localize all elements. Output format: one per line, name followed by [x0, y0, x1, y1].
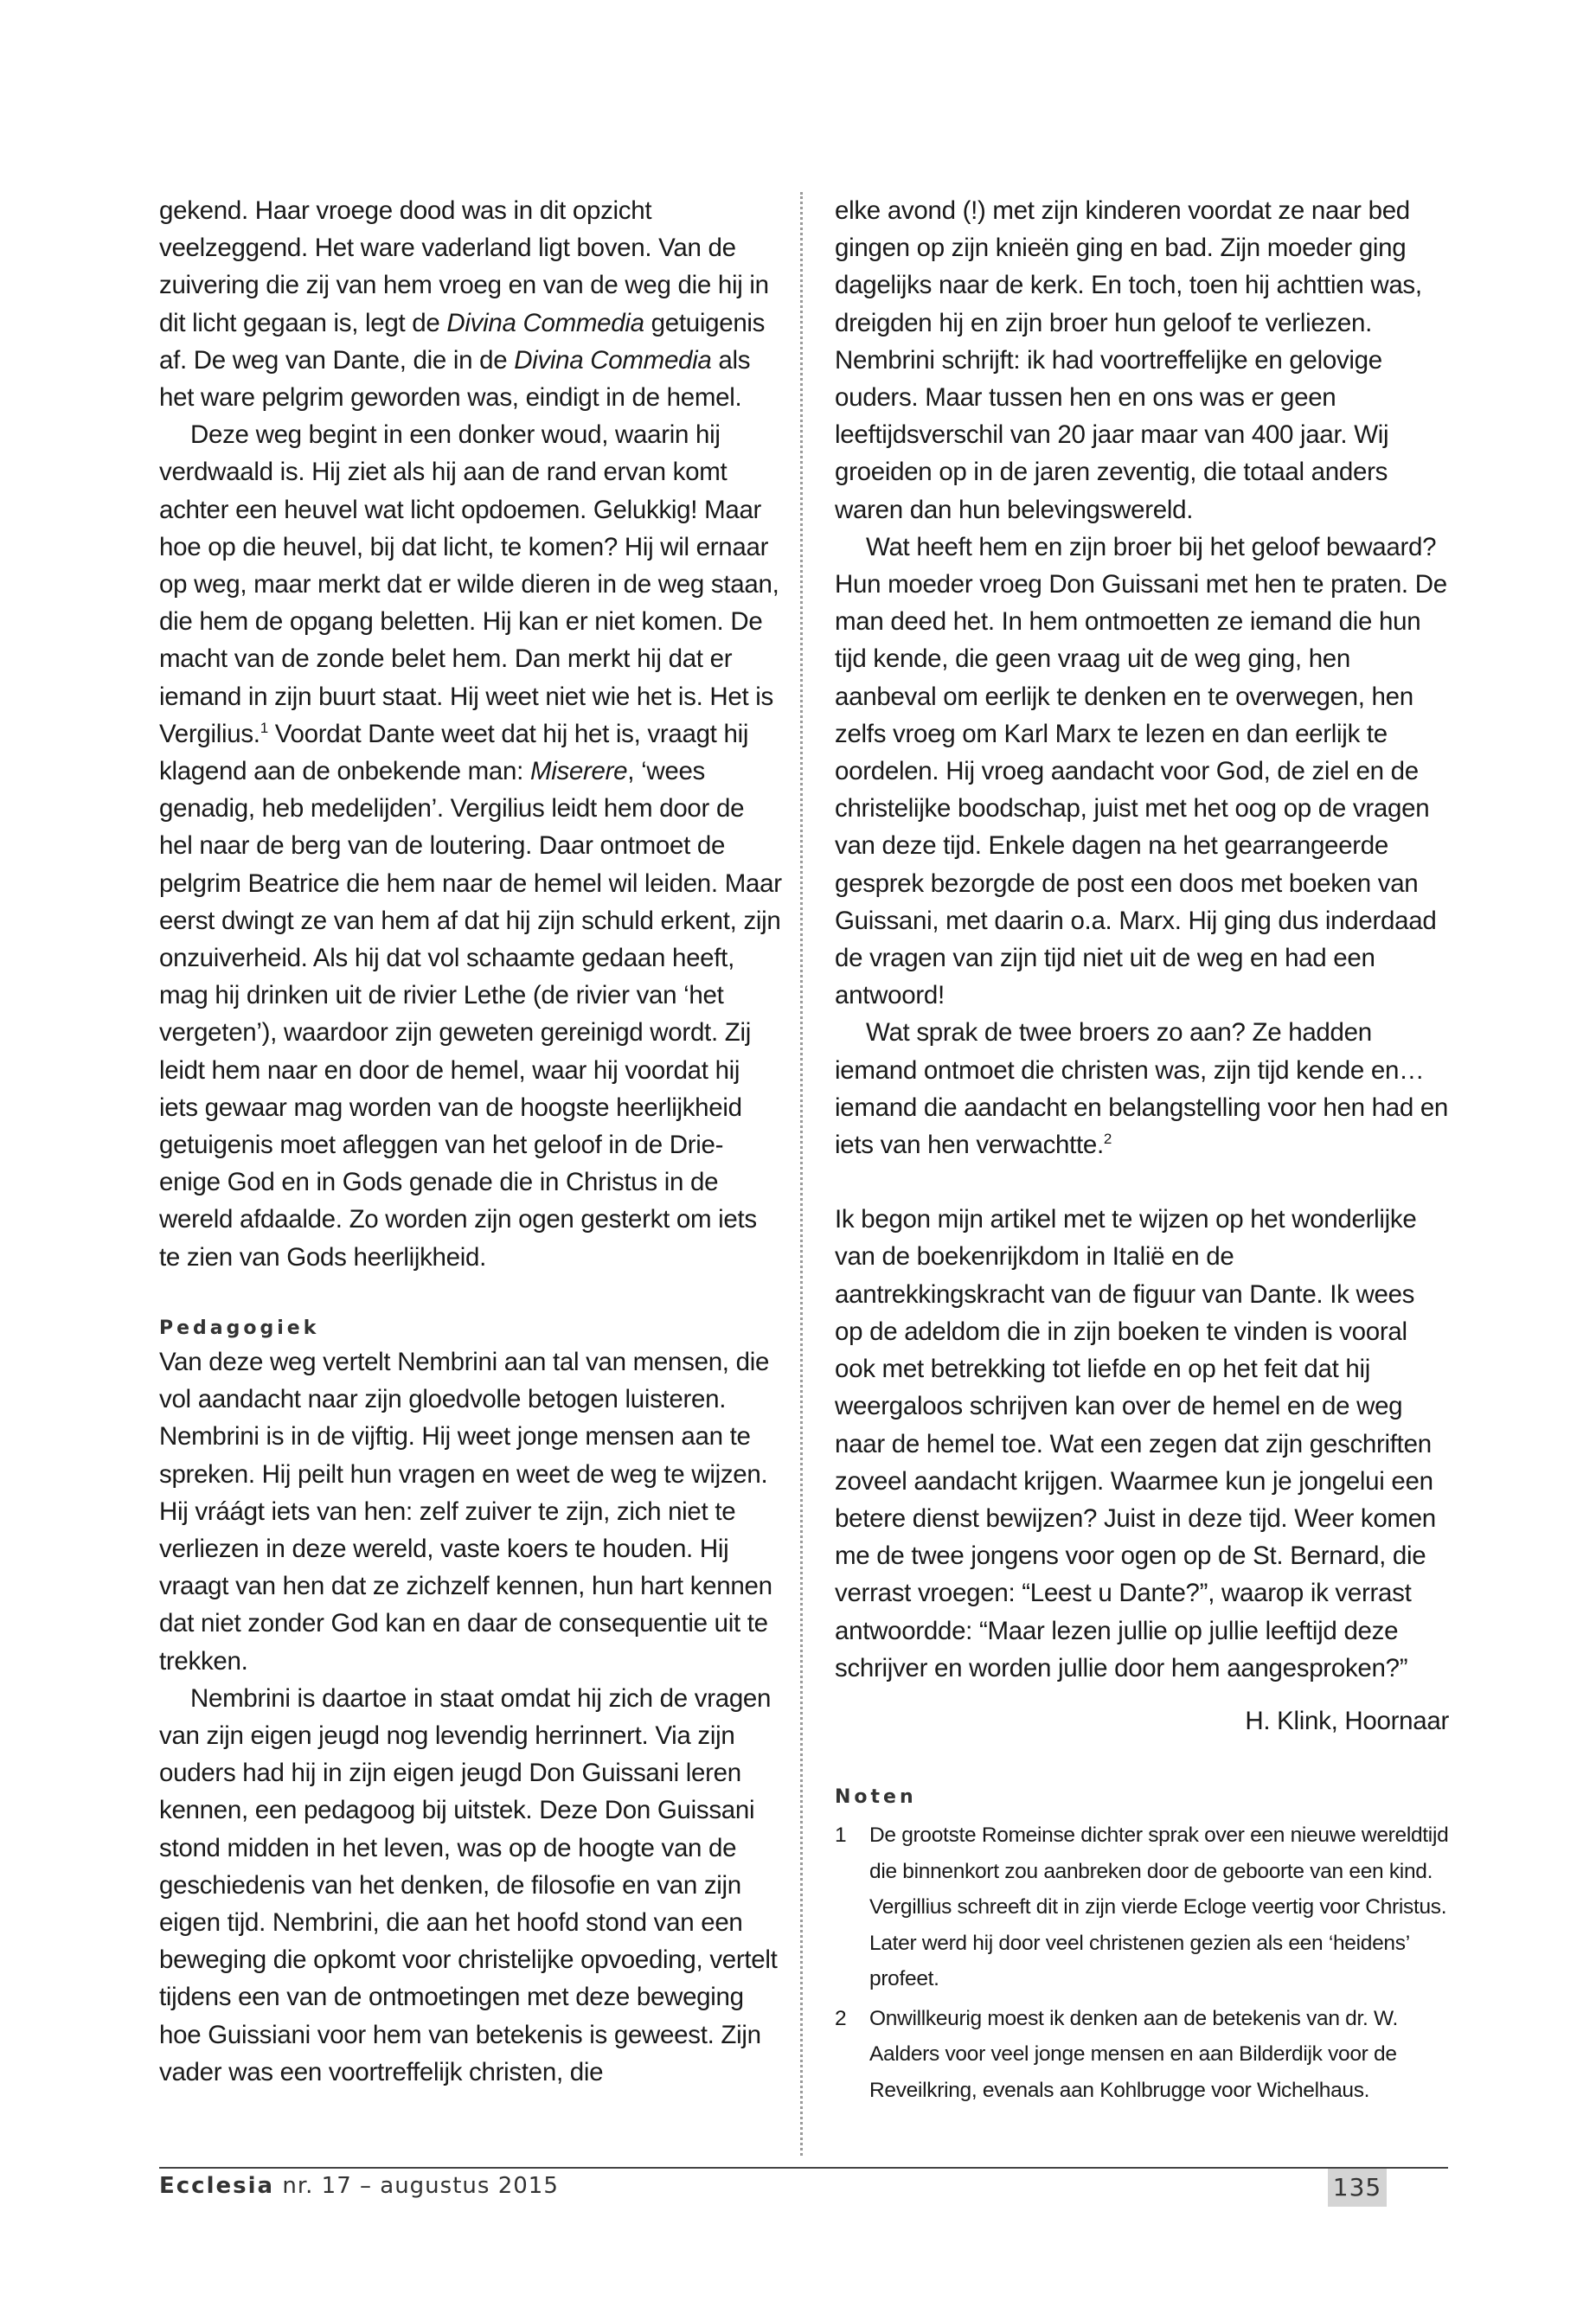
left-paragraph-3: Van deze weg vertelt Nembrini aan tal van mensen, die vol aandacht naar zijn gloedvolle betogen luisteren. Nembrini is in de vijftig. Hij weet jonge mensen aan te spreken. Hij peilt hun vragen en weet de weg te wijzen. Hij vráágt iets van hen: zelf zuiver te zijn, zich niet te verliezen in deze wereld, vaste koers te houden. Hij vraagt van hen dat ze zichzelf kennen, hun hart kennen dat niet zonder God kan en daar de consequentie uit te trekken.	[159, 1347, 772, 1676]
footnote-ref-1[interactable]: 1	[260, 720, 268, 737]
right-paragraph-3	[835, 1014, 1449, 1163]
footer-rule	[159, 2167, 1448, 2169]
notes-list	[835, 1817, 1449, 2108]
left-paragraph-1	[159, 192, 784, 416]
right-paragraph-4: Ik begon mijn artikel met te wijzen op het wonderlijke van de boekenrijkdom in Italië en de aantrekkingskracht van de figuur van Dante. Ik wees op de adeldom die in zijn boeken te vinden is vooral ook met betrekking tot liefde en op het feit dat hij weergaloos schrijven kan over de hemel en de weg naar de hemel toe. Wat een zegen dat zijn geschriften zoveel aandacht krijgen. Waarmee kun je jongelui een betere dienst bewijzen? Juist in deze tijd. Weer komen me de twee jongens voor ogen op de St. Bernard, die verrast vroegen: “Leest u Dante?”, waarop ik verrast antwoordde: “Maar lezen jullie op jullie leeftijd deze schrijver en worden jullie door hem aangesproken?”	[835, 1205, 1436, 1682]
left-column	[159, 192, 784, 2091]
note-text: Onwillkeurig moest ik denken aan de betekenis van dr. W. Aalders voor veel jonge mensen en aan Bilderdijk voor de Reveilkring, evenals aan Kohlbrugge voor Wichelhaus.	[869, 2006, 1399, 2102]
footer-publication	[159, 2173, 559, 2199]
right-paragraph-1: elke avond (!) met zijn kinderen voordat ze naar bed gingen op zijn knieën ging en bad. Zijn moeder ging dagelijks naar de kerk. En toch, toen hij achttien was, dreigden hij en zijn broer hun geloof te verliezen. Nembrini schrijft: ik had voortreffelijke en gelovige ouders. Maar tussen hen en ons was er geen leeftijdsverschil van 20 jaar maar van 400 jaar. Wij groeiden op in de jaren zeventig, die totaal anders waren dan hun belevingswereld.	[835, 196, 1422, 524]
note-item	[835, 2001, 1449, 2109]
text: Deze weg begint in een donker woud, waarin hij verdwaald is. Hij ziet als hij aan de rand ervan komt achter een heuvel wat licht opdoemen. Gelukkig! Maar hoe op die heuvel, bij dat licht, te komen? Hij wil ernaar op weg, maar merkt dat er wilde dieren in de weg staan, die hem de opgang beletten. Hij kan er niet komen. De macht van de zonde belet hem. Dan merkt hij dat er iemand in zijn buurt staat. Hij weet niet wie het is. Het is Vergilius.	[159, 420, 779, 748]
title-italic: Divina Commedia	[446, 308, 644, 337]
text: gekend. Haar vroege dood was in dit opzicht veelzeggend. Het ware vaderland ligt boven. Van de zuivering die zij van hem vroeg en van de weg die hij in dit licht gegaan is, legt de	[159, 196, 769, 337]
text: Voordat Dante weet dat hij het is, vraagt hij klagend aan de onbekende man:	[159, 719, 749, 786]
footnote-ref-2[interactable]: 2	[1103, 1131, 1112, 1148]
text: als het ware pelgrim geworden was, eindigt in de hemel.	[159, 345, 751, 413]
notes-heading: Noten	[835, 1786, 917, 1809]
text: Wat sprak de twee broers zo aan? Ze hadden iemand ontmoet die christen was, zijn tijd kende en… iemand die aandacht en belangstelling voor hen had en iets van hen verwachtte.	[835, 1018, 1449, 1160]
column-divider	[800, 192, 803, 2156]
note-number: 2	[835, 2006, 847, 2030]
note-text: De grootste Romeinse dichter sprak over een nieuwe wereldtijd die binnenkort zou aanbreken door de geboorte van een kind. Vergillius schreeft dit in zijn vierde Ecloge veertig voor Christus. Later werd hij door veel christenen gezien als een ‘heidens’ profeet.	[869, 1823, 1449, 1991]
right-paragraph-2: Wat heeft hem en zijn broer bij het geloof bewaard? Hun moeder vroeg Don Guissani met hen te praten. De man deed het. In hem ontmoetten ze iemand die hun tijd kende, die geen vraag uit de weg ging, hen aanbeval om eerlijk te denken en te overwegen, hen zelfs vroeg om Karl Marx te lezen en dan eerlijk te oordelen. Hij vroeg aandacht voor God, de ziel en de christelijke boodschap, juist met het oog op de vragen van deze tijd. Enkele dagen na het gearrangeerde gesprek bezorgde de post een doos met boeken van Guissani, met daarin o.a. Marx. Hij ging dus inderdaad de vragen van zijn tijd niet uit de weg en had een antwoord!	[835, 532, 1447, 1010]
title-italic: Divina Commedia	[514, 345, 712, 375]
issue-info: nr. 17 – augustus 2015	[274, 2173, 559, 2199]
latin-italic: Miserere	[529, 757, 628, 786]
publication-name: Ecclesia	[159, 2173, 275, 2199]
note-item	[835, 1817, 1449, 1997]
text: , ‘wees genadig, heb medelijden’. Vergilius leidt hem door de hel naar de berg van de loutering. Daar ontmoet de pelgrim Beatrice die hem naar de hemel wil leiden. Maar eerst dwingt ze van hem af dat hij zijn schuld erkent, zijn onzuiverheid. Als hij dat vol schaamte gedaan heeft, mag hij drinken uit de rivier Lethe (de rivier van ‘het vergeten’), waardoor zijn geweten gereinigd wordt. Zij leidt hem naar en door de hemel, waar hij voordat hij iets gewaar mag worden van de hoogste heerlijkheid getuigenis moet afleggen van het geloof in de Drie-enige God en in Gods genade die in Christus in de wereld afdaalde. Zo worden zijn ogen gesterkt om iets te zien van Gods heerlijkheid.	[159, 757, 782, 1272]
right-column	[835, 192, 1449, 2112]
left-paragraph-2	[159, 416, 784, 1276]
section-heading-pedagogiek: Pedagogiek	[159, 1317, 320, 1339]
text: getuigenis af. De weg van Dante, die in de	[159, 308, 766, 375]
left-paragraph-4: Nembrini is daartoe in staat omdat hij zich de vragen van zijn eigen jeugd nog levendig herrinnert. Via zijn ouders had hij in zijn eigen jeugd Don Guissani leren kennen, een pedagoog bij uitstek. Deze Don Guissani stond midden in het leven, was op de hoogte van de geschiedenis van het denken, de filosofie en van zijn eigen tijd. Nembrini, die aan het hoofd stond van een beweging die opkomt voor christelijke opvoeding, vertelt tijdens een van de ontmoetingen met deze beweging hoe Guissiani voor hem van betekenis is geweest. Zijn vader was een voortreffelijk christen, die	[159, 1683, 778, 2086]
page-number: 135	[1328, 2169, 1387, 2207]
note-number: 1	[835, 1823, 847, 1848]
author-signature: H. Klink, Hoornaar	[1245, 1706, 1449, 1735]
